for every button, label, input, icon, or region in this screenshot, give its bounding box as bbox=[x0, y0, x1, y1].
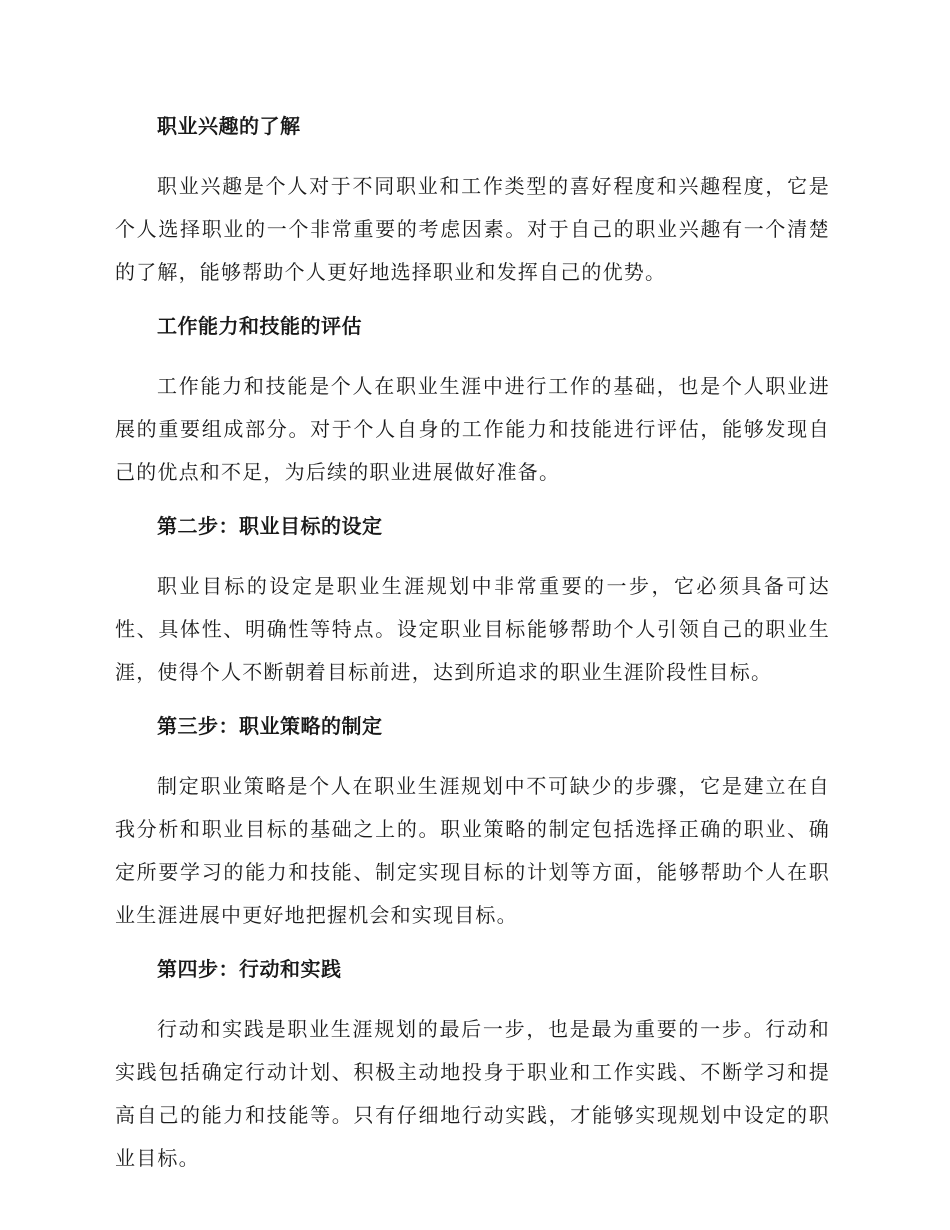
section-step-three bbox=[115, 712, 830, 937]
section-step-four bbox=[115, 955, 830, 1180]
section-paragraph: 职业兴趣是个人对于不同职业和工作类型的喜好程度和兴趣程度，它是个人选择职业的一个非常重要的考虑因素。对于自己的职业兴趣有一个清楚的了解，能够帮助个人更好地选择职业和发挥自己的优势。 bbox=[115, 174, 830, 284]
section-paragraph: 制定职业策略是个人在职业生涯规划中不可缺少的步骤，它是建立在自我分析和职业目标的基础之上的。职业策略的制定包括选择正确的职业、确定所要学习的能力和技能、制定实现目标的计划等方面，能够帮助个人在职业生涯进展中更好地把握机会和实现目标。 bbox=[115, 774, 830, 927]
section-paragraph: 工作能力和技能是个人在职业生涯中进行工作的基础，也是个人职业进展的重要组成部分。对于个人自身的工作能力和技能进行评估，能够发现自己的优点和不足，为后续的职业进展做好准备。 bbox=[115, 374, 830, 484]
section-step-two bbox=[115, 512, 830, 694]
section-paragraph: 职业目标的设定是职业生涯规划中非常重要的一步，它必须具备可达性、具体性、明确性等特点。设定职业目标能够帮助个人引领自己的职业生涯，使得个人不断朝着目标前进，达到所追求的职业生涯阶段性目标。 bbox=[115, 574, 830, 684]
section-skill-assessment bbox=[115, 312, 830, 494]
section-heading: 第四步：行动和实践 bbox=[157, 957, 342, 981]
section-career-interest bbox=[115, 112, 830, 294]
section-heading: 职业兴趣的了解 bbox=[157, 114, 301, 138]
section-heading: 第二步：职业目标的设定 bbox=[157, 514, 383, 538]
section-paragraph: 行动和实践是职业生涯规划的最后一步，也是最为重要的一步。行动和实践包括确定行动计划、积极主动地投身于职业和工作实践、不断学习和提高自己的能力和技能等。只有仔细地行动实践，才能够实现规划中设定的职业目标。 bbox=[115, 1017, 830, 1170]
section-heading: 第三步：职业策略的制定 bbox=[157, 714, 383, 738]
section-heading: 工作能力和技能的评估 bbox=[157, 314, 362, 338]
